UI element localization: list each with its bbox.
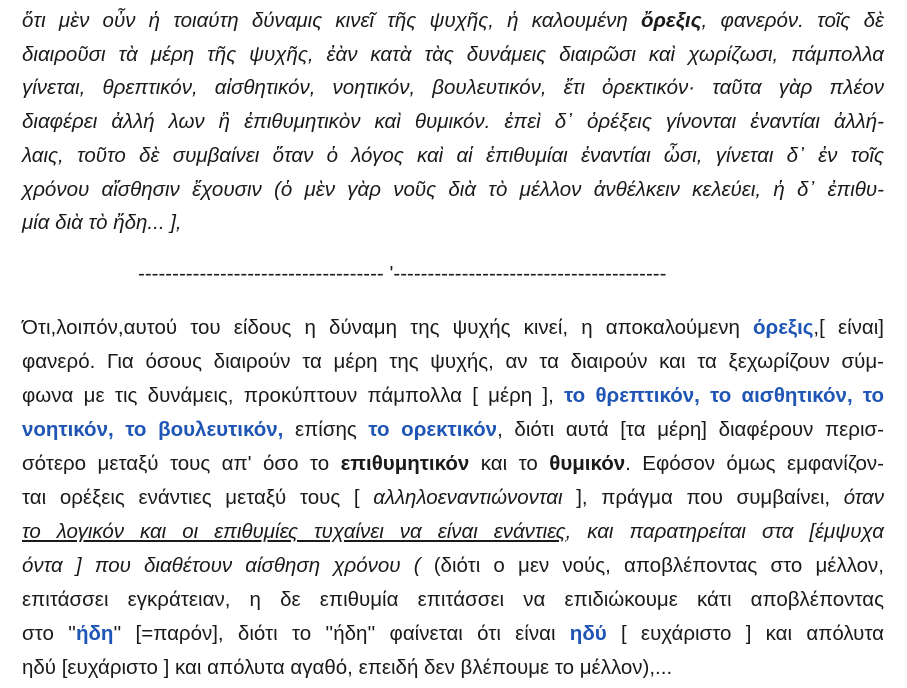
modern-line-7 (22, 515, 884, 549)
bold-epithymitikon: επιθυμητικόν (340, 452, 470, 475)
italic-term: όταν (843, 486, 884, 509)
text-run: στο '' (22, 622, 76, 645)
bold-thymikon: θυμικόν (549, 452, 626, 475)
modern-line-10 (22, 617, 884, 651)
text-run: , διότι αυτά [τα μέρη] διαφέρουν περισ- (497, 418, 884, 441)
text-run: (διότι ο μεν νούς, αποβλέποντας στο μέλλον, (420, 554, 884, 577)
text-run: και το (469, 452, 550, 475)
modern-line-4 (22, 413, 884, 447)
text-run: ,[ είναι] (813, 316, 884, 339)
text-run: '' [=παρόν], διότι το ''ήδη'' φαίνεται ότι είναι (113, 622, 570, 645)
text-run: ], πράγμα που συμβαίνει, (562, 486, 844, 509)
italic-term: αλληλοεναντιώνονται (373, 486, 563, 509)
modern-line-5 (22, 447, 884, 481)
modern-line-9: επιτάσσει εγκράτειαν, η δε επιθυμία επιτάσσει να επιδιώκουμε κάτι αποβλέποντας (22, 588, 884, 611)
ancient-greek-passage (22, 4, 884, 240)
ancient-line-6: χρόνου αἴσθησιν ἔχουσιν (ὁ μὲν γὰρ νοῦς διὰ τὸ μέλλον ἀνθέλκειν κελεύει, ἡ δ᾽ ἐπιθυ- (22, 177, 884, 201)
modern-line-2: φανερό. Για όσους διαιρούν τα μέρη της ψυχής, αν τα διαιρούν και τα ξεχωρίζουν σύμ- (22, 350, 884, 373)
modern-greek-translation (22, 311, 884, 685)
ancient-line-2: διαιροῦσι τὰ μέρη τῆς ψυχῆς, ἐὰν κατὰ τὰς δυνάμεις διαιρῶσι καὶ χωρίζωσι, πάμπολλα (22, 42, 884, 66)
highlight-orektikon: το ορεκτικόν (368, 418, 498, 441)
text-run: επίσης (283, 418, 369, 441)
text-run: ὅτι μὲν οὖν ἡ τοιαύτη δύναμις κινεῖ τῆς ψυχῆς, ἡ καλουμένη (22, 9, 641, 32)
ancient-line-3: γίνεται, θρεπτικόν, αἰσθητικόν, νοητικόν, βουλευτικόν, ἔτι ὀρεκτικόν· ταῦτα γὰρ πλέον (22, 76, 884, 100)
text-run: φωνα με τις δυνάμεις, προκύπτουν πάμπολλα [ μέρη ], (22, 384, 565, 407)
highlight-parts: νοητικόν, το βουλευτικόν, (22, 418, 284, 441)
ancient-line-1 (22, 4, 884, 38)
highlight-orexis: ὄρεξις (640, 9, 702, 32)
modern-line-3 (22, 379, 884, 413)
text-run: σότερο μεταξύ τους απ' όσο το (22, 452, 341, 475)
text-run: , φανερόν. τοῖς δὲ (701, 9, 884, 32)
text-run: . Εφόσον όμως εμφανίζον- (625, 452, 884, 475)
modern-line-8 (22, 549, 884, 583)
highlight-idi: ήδη (75, 622, 114, 645)
highlight-parts: το θρεπτικόν, το αισθητικόν, το (564, 384, 885, 407)
italic-text: όντα ] που διαθέτουν αίσθηση χρόνου ( (22, 554, 421, 577)
text-run: ται ορέξεις ενάντιες μεταξύ τους [ (22, 486, 374, 509)
ancient-line-5: λαις, τοῦτο δὲ συμβαίνει ὅταν ὁ λόγος καὶ αἱ ἐπιθυμίαι ἐναντίαι ὦσι, γίνεται δ᾽ ἐν τοῖς (22, 143, 884, 167)
modern-line-6 (22, 481, 884, 515)
highlight-idy: ηδύ (569, 622, 607, 645)
separator-line: ------------------------------------ '---------------------------------------- (138, 262, 667, 285)
highlight-orexis: όρεξις (753, 316, 814, 339)
modern-line-11: ηδύ [ευχάριστο ] και απόλυτα αγαθό, επειδή δεν βλέπουμε το μέλλον),... (22, 656, 673, 679)
text-run: Ότι,λοιπόν,αυτού του είδους η δύναμη της ψυχής κινεί, η αποκαλούμενη (22, 316, 753, 339)
ancient-line-7: μία διὰ τὸ ἤδη... ], (22, 211, 182, 235)
text-run: [ ευχάριστο ] και απόλυτα (606, 622, 884, 645)
modern-line-1 (22, 311, 884, 345)
underlined-phrase: το λογικόν και οι επιθυμίες τυχαίνει να είναι ενάντιες (22, 520, 566, 543)
italic-text: , και παρατηρείται στα [έμψυχα (565, 520, 885, 543)
ancient-line-4: διαφέρει ἀλλή λων ἢ ἐπιθυμητικὸν καὶ θυμικόν. ἐπεὶ δ᾽ ὀρέξεις γίνονται ἐναντίαι ἀλλή- (22, 110, 884, 134)
